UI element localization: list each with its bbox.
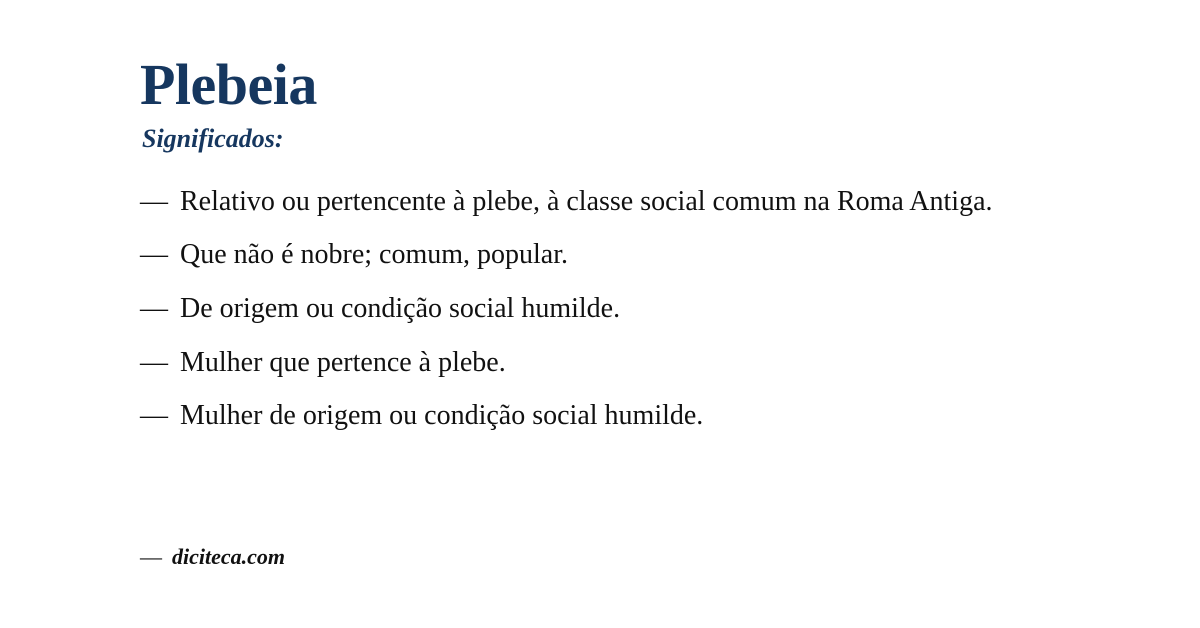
list-item [140, 291, 1060, 327]
list-item [140, 398, 1060, 434]
definition-text: Que não é nobre; comum, popular. [180, 239, 569, 271]
definitions-list [140, 184, 1060, 434]
bullet-dash: — [140, 185, 168, 217]
definition-text: Relativo ou pertencente à plebe, à classe social comum na Roma Antiga. [180, 185, 993, 217]
bullet-dash: — [140, 292, 168, 324]
source-attribution [140, 544, 285, 570]
bullet-dash: — [140, 400, 168, 432]
page-title: Plebeia [140, 52, 317, 117]
source-site-name: diciteca.com [172, 544, 286, 569]
meanings-label: Significados: [142, 123, 284, 153]
list-item [140, 237, 1060, 273]
definition-text: Mulher de origem ou condição social humilde. [180, 400, 704, 432]
definition-text: Mulher que pertence à plebe. [180, 346, 506, 378]
list-item [140, 184, 1060, 220]
source-dash: — [140, 544, 162, 569]
bullet-dash: — [140, 346, 168, 378]
bullet-dash: — [140, 239, 168, 271]
list-item [140, 345, 1060, 381]
definition-text: De origem ou condição social humilde. [180, 292, 621, 324]
